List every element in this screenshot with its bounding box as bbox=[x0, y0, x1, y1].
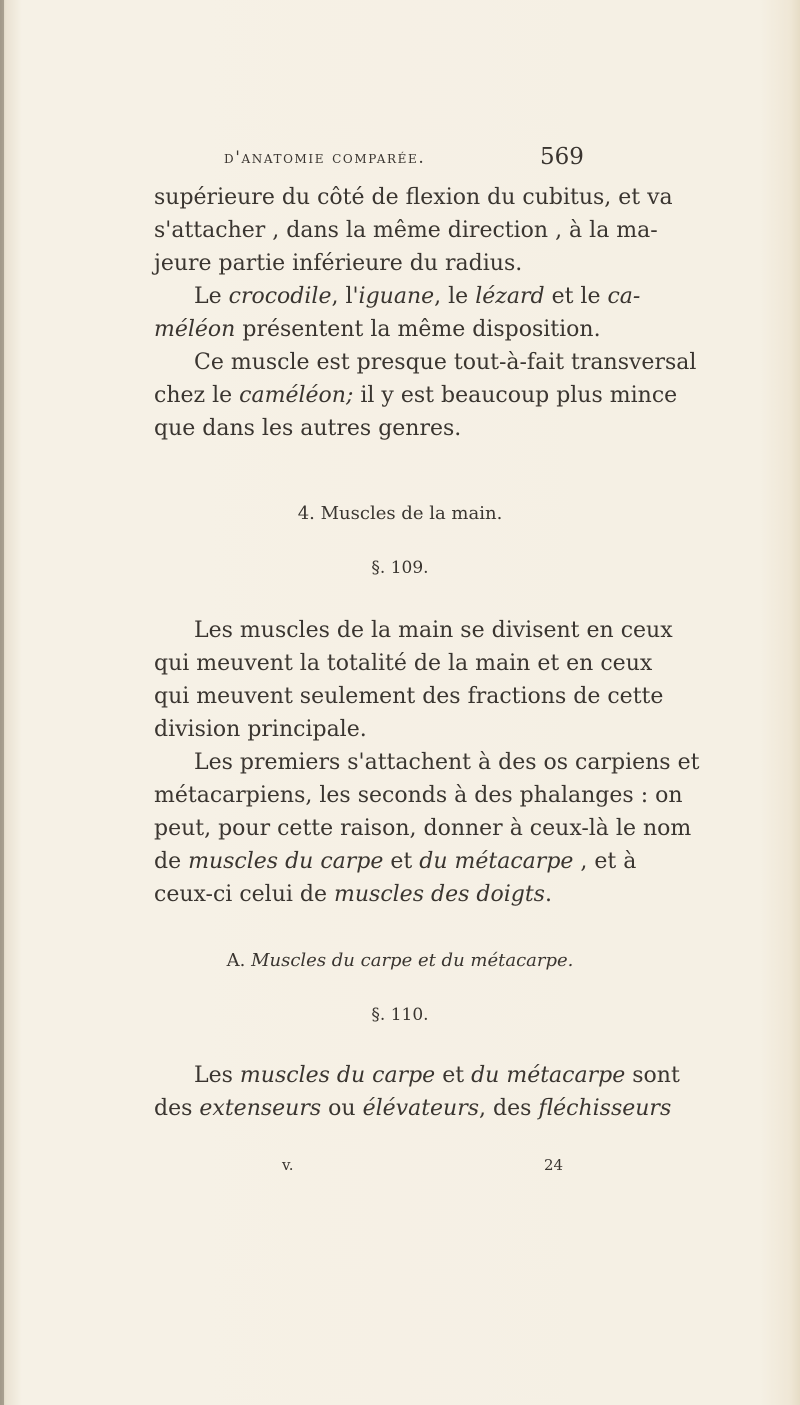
gathering-number: 24 bbox=[544, 1156, 564, 1174]
italic-term: muscles du carpe bbox=[239, 1063, 436, 1088]
text-line: des extenseurs ou élévateurs, des fléchisseurs bbox=[154, 1096, 672, 1121]
paragraph-transversal bbox=[154, 346, 726, 445]
section-heading: 4. Muscles de la main. bbox=[297, 503, 503, 524]
italic-term: extenseurs bbox=[199, 1096, 322, 1121]
italic-term: caméléon; bbox=[239, 383, 354, 408]
section-number: §. 109. bbox=[371, 558, 429, 578]
section-number: §. 110. bbox=[371, 1005, 429, 1025]
text-line: Les muscles du carpe et du métacarpe sont bbox=[194, 1063, 680, 1088]
italic-term: iguane bbox=[358, 284, 435, 309]
italic-term: ca- bbox=[607, 284, 641, 309]
italic-term: lézard bbox=[475, 284, 545, 309]
text-line: Le crocodile, l'iguane, le lézard et le ca- bbox=[194, 284, 641, 309]
paragraph-extensors bbox=[154, 1059, 726, 1125]
italic-term: muscles des doigts bbox=[334, 882, 545, 907]
text-line: Ce muscle est presque tout-à-fait transversal bbox=[194, 350, 697, 375]
signature-mark: v. bbox=[282, 1156, 294, 1174]
text-line: division principale. bbox=[154, 717, 367, 742]
italic-term: du métacarpe bbox=[419, 849, 574, 874]
text-line: jeure partie inférieure du radius. bbox=[154, 251, 523, 276]
paragraph-continuation bbox=[154, 181, 726, 280]
italic-term: muscles du carpe bbox=[188, 849, 384, 874]
italic-heading: Muscles du carpe et du métacarpe. bbox=[251, 950, 574, 971]
running-title: d'anatomie comparée. bbox=[224, 148, 426, 168]
italic-term: élévateurs bbox=[362, 1096, 480, 1121]
text-line: peut, pour cette raison, donner à ceux-là le nom bbox=[154, 816, 692, 841]
text-line: métacarpiens, les seconds à des phalanges : on bbox=[154, 783, 683, 808]
italic-term: crocodile bbox=[228, 284, 332, 309]
text-line: méléon présentent la même disposition. bbox=[154, 317, 601, 342]
text-line: s'attacher , dans la même direction , à la ma- bbox=[154, 218, 658, 243]
text-line: ceux-ci celui de muscles des doigts. bbox=[154, 882, 552, 907]
binding-edge bbox=[0, 0, 4, 1405]
text-line: Les muscles de la main se divisent en ceux bbox=[194, 618, 673, 643]
page-number: 569 bbox=[540, 144, 584, 170]
text-line: supérieure du côté de flexion du cubitus, et va bbox=[154, 185, 673, 210]
text-line: qui meuvent seulement des fractions de cette bbox=[154, 684, 664, 709]
text-line: que dans les autres genres. bbox=[154, 416, 462, 441]
paragraph-attachments bbox=[154, 746, 726, 911]
text-line: qui meuvent la totalité de la main et en ceux bbox=[154, 651, 653, 676]
italic-term: fléchisseurs bbox=[538, 1096, 672, 1121]
paragraph-lizards bbox=[154, 280, 726, 346]
italic-term: méléon bbox=[154, 317, 236, 342]
subsection-heading: A. Muscles du carpe et du métacarpe. bbox=[226, 950, 574, 971]
paragraph-hand-muscles bbox=[154, 614, 726, 746]
page-header bbox=[0, 146, 800, 176]
text-line: chez le caméléon; il y est beaucoup plus mince bbox=[154, 383, 678, 408]
text-line: de muscles du carpe et du métacarpe , et à bbox=[154, 849, 637, 874]
text-line: Les premiers s'attachent à des os carpiens et bbox=[194, 750, 700, 775]
italic-term: du métacarpe bbox=[471, 1063, 626, 1088]
